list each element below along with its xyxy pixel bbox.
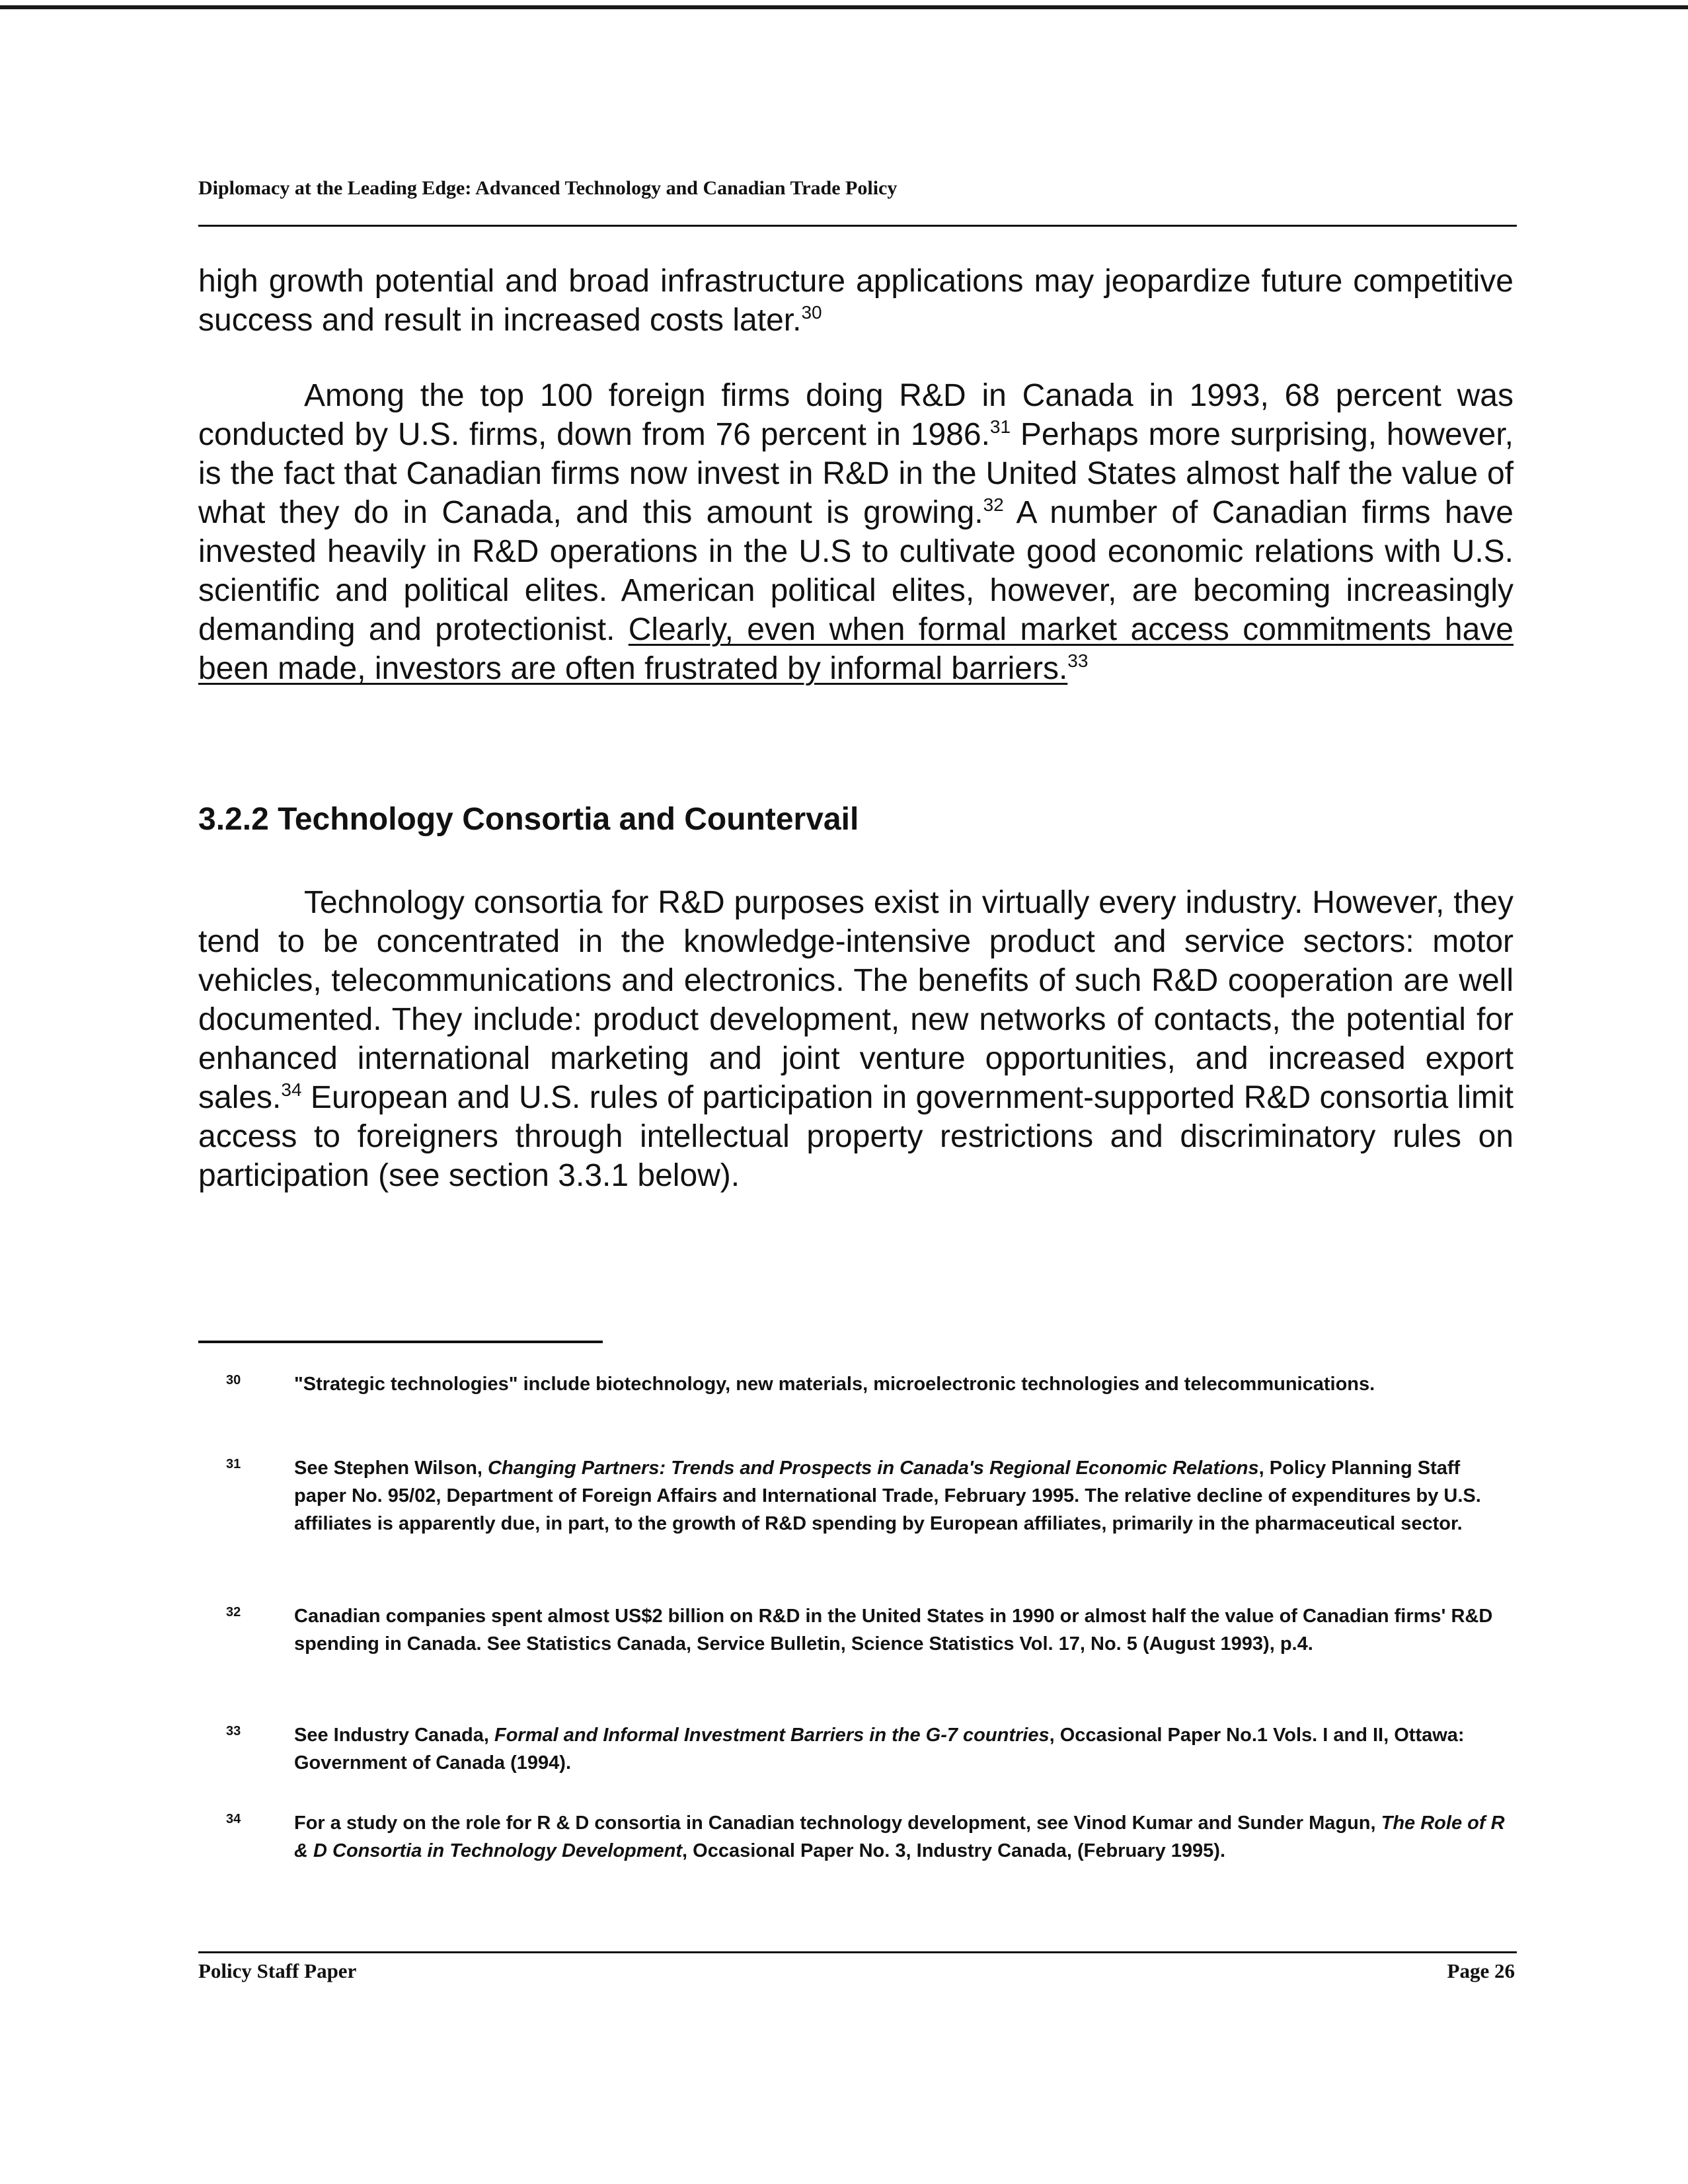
footnote-citation-title: Changing Partners: Trends and Prospects in Canada's Regional Economic Relations (488, 1458, 1259, 1479)
footer-rule (198, 1951, 1517, 1953)
footnote-text (294, 1454, 1514, 1538)
footnote-ref-34: 34 (281, 1079, 302, 1100)
paragraph-1-text: high growth potential and broad infrastructure applications may jeopardize future competitive success and result in increased costs later. (198, 264, 1514, 338)
footer-publication: Policy Staff Paper (198, 1959, 357, 1982)
footnote-ref-33: 33 (1067, 650, 1089, 671)
footnote-number: 30 (226, 1373, 241, 1387)
footnote-text-pre: See Stephen Wilson, (294, 1458, 488, 1479)
paragraph-2-underlined-sentence: Clearly, even when formal market access commitments have been made, investors are often frustrated by informal barriers. (198, 612, 1514, 686)
footnote-number: 34 (226, 1812, 241, 1826)
footnote-text: "Strategic technologies" include biotechnology, new materials, microelectronic technologies and telecommunications. (294, 1374, 1375, 1395)
footnote-text (294, 1809, 1514, 1865)
footnote-number: 31 (226, 1457, 241, 1471)
paragraph-3-sentence-1: Technology consortia for R&D purposes exist in virtually every industry. However, they tend to be concentrated in the knowledge-intensive product and service sectors: motor vehicles, telecommunications and electronics. The benefits of such R&D cooperation are well documented. They include: product development, new networks of contacts, the potential for enhanced international marketing and joint venture opportunities, and increased export sales. (198, 885, 1514, 1115)
paragraph-2-sentence-1: Among the top 100 foreign firms doing R&D in Canada in 1993, 68 percent was conducted by U.S. firms, down from 76 percent in 1986. (198, 378, 1514, 452)
footnote-text-pre: See Industry Canada, (294, 1725, 494, 1746)
footnote-citation-title: The Role of R & D Consortia in Technology Development (294, 1813, 1505, 1861)
footnote-text-pre: For a study on the role for R & D consortia in Canadian technology development, see Vinod Kumar and Sunder Magun, (294, 1813, 1381, 1834)
paragraph-2-sentence-2: Perhaps more surprising, however, is the fact that Canadian firms now invest in R&D in the United States almost half the value of what they do in Canada, and this amount is growing. (198, 417, 1514, 530)
paragraph-2 (198, 376, 1514, 688)
footnote-ref-31: 31 (989, 416, 1011, 437)
paragraph-3 (198, 883, 1514, 1195)
footnote-text-post: , Occasional Paper No.1 Vols. I and II, Ottawa: Government of Canada (1994). (294, 1725, 1465, 1774)
footnote-ref-32: 32 (983, 494, 1004, 515)
footnote-text: Canadian companies spent almost US$2 billion on R&D in the United States in 1990 or almost half the value of Canadian firms' R&D spending in Canada. See Statistics Canada, Service Bulletin, Science Statistics Vol. 17, No. 5 (August 1993), p.4. (294, 1606, 1493, 1655)
paragraph-2-sentence-3: A number of Canadian firms have invested heavily in R&D operations in the U.S to cultivate good economic relations with U.S. scientific and political elites. American political elites, however, are becoming increasingly demanding and protectionist. (198, 495, 1514, 647)
footnote-ref-30: 30 (801, 302, 822, 323)
footnote-number: 33 (226, 1724, 241, 1738)
top-border-rule (0, 5, 1688, 9)
running-header: Diplomacy at the Leading Edge: Advanced Technology and Canadian Trade Policy (198, 177, 898, 199)
footnote-text-post: , Occasional Paper No. 3, Industry Canada, (February 1995). (682, 1840, 1226, 1861)
footnote-separator (198, 1341, 603, 1343)
footnote-citation-title: Formal and Informal Investment Barriers in the G-7 countries (494, 1725, 1050, 1746)
footnote-text (294, 1721, 1514, 1777)
paragraph-1 (198, 262, 1514, 340)
paragraph-3-sentence-2: European and U.S. rules of participation in government-supported R&D consortia limit access to foreigners through intellectual property restrictions and discriminatory rules on participation (see section 3.3.1 below). (198, 1080, 1514, 1193)
section-heading-3-2-2: 3.2.2 Technology Consortia and Countervail (198, 802, 859, 837)
header-rule (198, 225, 1517, 227)
footnote-text-post: , Policy Planning Staff paper No. 95/02, Department of Foreign Affairs and International Trade, February 1995. The relative decline of expenditures by U.S. affiliates is apparently due, in part, to the growth of R&D spending by European affiliates, primarily in the pharmaceutical sector. (294, 1458, 1481, 1534)
footnote-number: 32 (226, 1605, 241, 1619)
page-number: Page 26 (1447, 1959, 1515, 1982)
